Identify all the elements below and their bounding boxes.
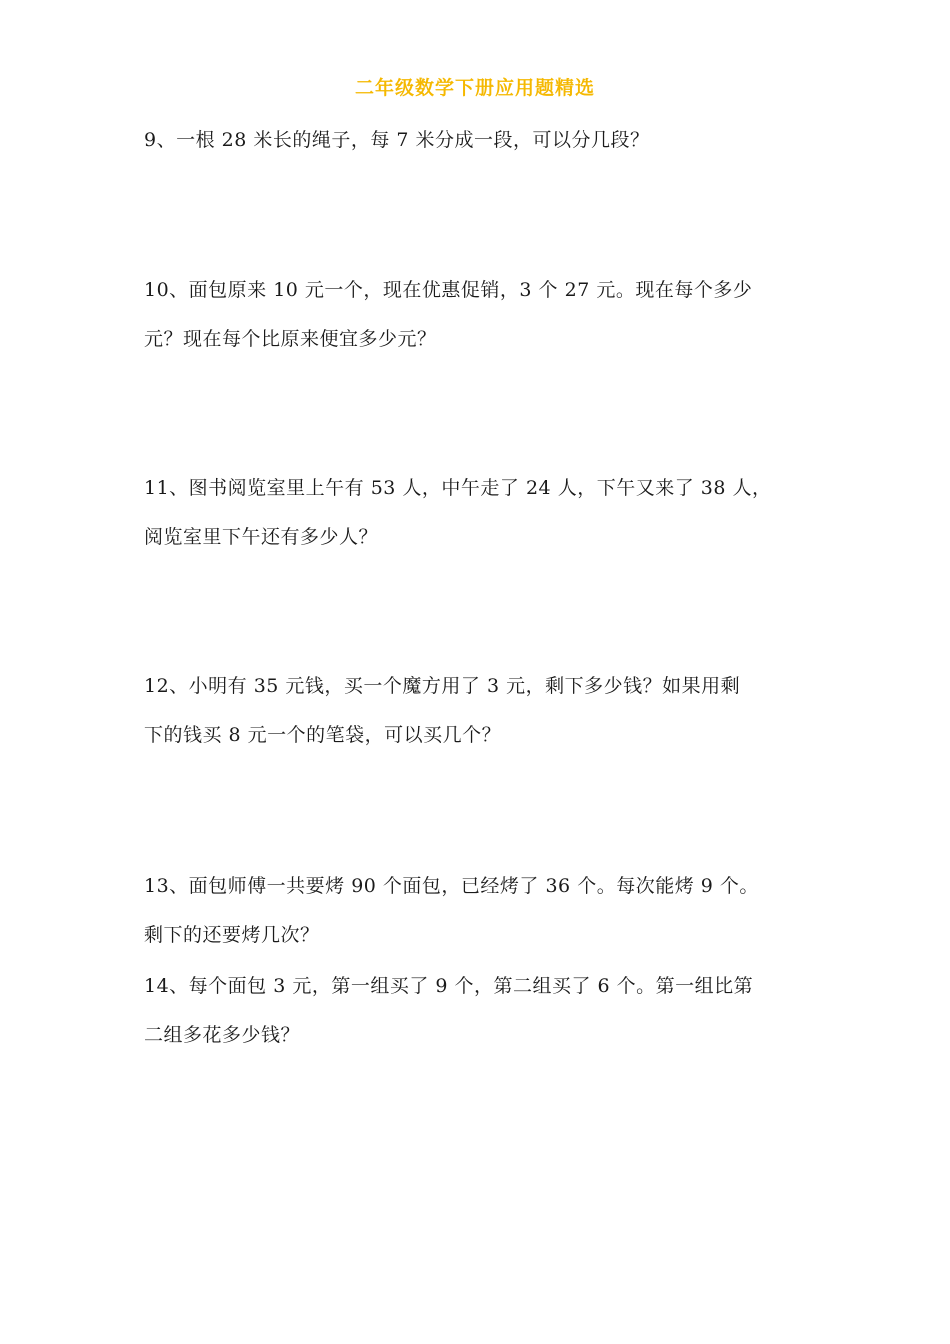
question-line: 10、面包原来 10 元一个，现在优惠促销，3 个 27 元。现在每个多少 [144,279,753,301]
question-9 [144,116,814,165]
question-line: 11、图书阅览室里上午有 53 人，中午走了 24 人，下午又来了 38 人， [144,477,772,499]
question-line: 元？现在每个比原来便宜多少元？ [144,328,437,350]
question-line: 12、小明有 35 元钱，买一个魔方用了 3 元，剩下多少钱？如果用剩 [144,675,741,697]
question-11 [144,464,814,562]
document-title: 二年级数学下册应用题精选 [354,77,595,99]
question-line: 剩下的还要烤几次？ [144,924,320,946]
question-10 [144,266,814,364]
question-12 [144,662,814,760]
question-13 [144,862,814,960]
question-line: 13、面包师傅一共要烤 90 个面包，已经烤了 36 个。每次能烤 9 个。 [144,875,759,897]
question-14 [144,962,814,1060]
question-line: 阅览室里下午还有多少人？ [144,526,379,548]
question-line: 9、一根 28 米长的绳子，每 7 米分成一段，可以分几段？ [144,129,650,151]
question-line: 14、每个面包 3 元，第一组买了 9 个，第二组买了 6 个。第一组比第 [144,975,754,997]
question-line: 下的钱买 8 元一个的笔袋，可以买几个？ [144,724,502,746]
question-line: 二组多花多少钱？ [144,1024,301,1046]
